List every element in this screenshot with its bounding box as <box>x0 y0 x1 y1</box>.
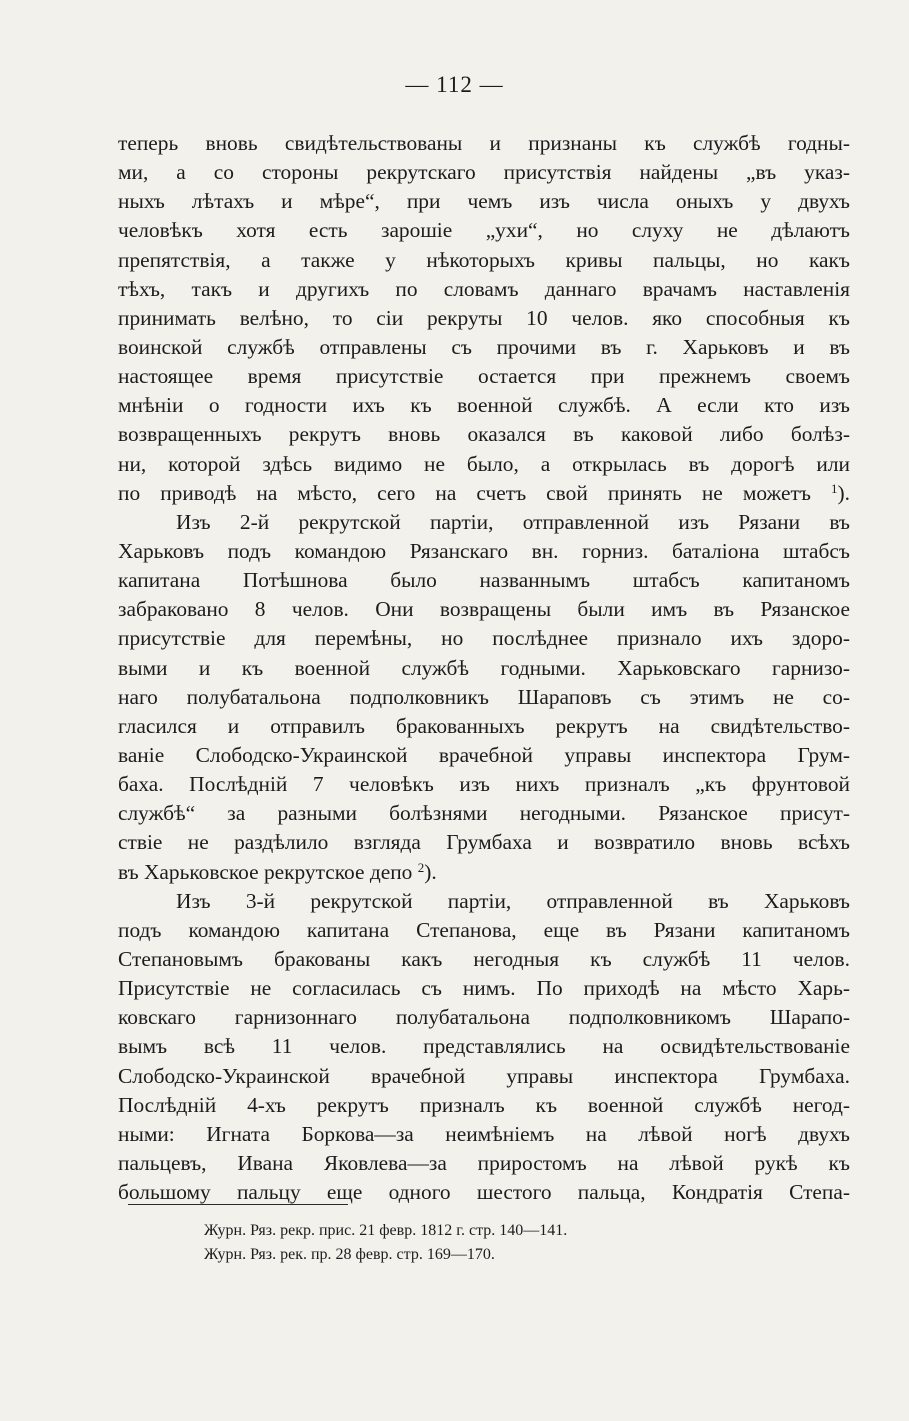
footnote-1: Журн. Ряз. рекр. прис. 21 февр. 1812 г. стр. 140—141. <box>204 1222 568 1239</box>
text-line: ми, а со стороны рекрутскаго присутствія найдены „въ указ- <box>118 160 850 185</box>
text-line: ныхъ лѣтахъ и мѣре“, при чемъ изъ числа оныхъ у двухъ <box>118 189 850 214</box>
text-line: службѣ“ за разными болѣзнями негодными. Рязанское присут- <box>118 801 850 826</box>
text-line <box>118 479 850 508</box>
text-line-content: въ Харьковское рекрутское депо <box>118 859 413 884</box>
text-line: человѣкъ хотя есть зарошіе „ухи“, но слуху не дѣлаютъ <box>118 218 850 243</box>
text-line: подъ командою капитана Степанова, еще въ Рязани капитаномъ <box>118 917 850 942</box>
text-line <box>118 858 850 887</box>
text-line: настоящее время присутствіе остается при прежнемъ своемъ <box>118 364 850 389</box>
text-line: ковскаго гарнизоннаго полубатальона подполковникомъ Шарапо- <box>118 1005 850 1030</box>
text-line: выми и къ военной службѣ годными. Харьковскаго гарнизо- <box>118 655 850 680</box>
text-line: ваніе Слободско-Украинской врачебной управы инспектора Грум- <box>118 742 850 767</box>
text-line: ствіе не раздѣлило взгляда Грумбаха и возвратило вновь всѣхъ <box>118 830 850 855</box>
text-line: наго полубатальона подполковникъ Шараповъ съ этимъ не со- <box>118 684 850 709</box>
text-line: воинской службѣ отправлены съ прочими въ г. Харьковъ и въ <box>118 334 850 359</box>
text-line: Присутствіе не согласилась съ нимъ. По приходѣ на мѣсто Харь- <box>118 976 850 1001</box>
text-line: присутствіе для перемѣны, но послѣднее признало ихъ здоро- <box>118 626 850 651</box>
footnote-ref: 2 <box>417 859 425 875</box>
footnote-divider <box>128 1204 348 1205</box>
text-line: Изъ 2-й рекрутской партіи, отправленной изъ Рязани въ <box>176 509 850 534</box>
paragraph-2 <box>118 508 850 887</box>
text-line: ными: Игната Боркова—за неимѣніемъ на лѣвой ногѣ двухъ <box>118 1121 850 1146</box>
text-line: вымъ всѣ 11 челов. представлялись на освидѣтельствованіе <box>118 1034 850 1059</box>
text-line: принимать велѣно, то сіи рекруты 10 челов. яко способныя къ <box>118 305 850 330</box>
footnotes <box>204 1219 804 1267</box>
text-line: мнѣніи о годности ихъ къ военной службѣ. А если кто изъ <box>118 393 850 418</box>
body-text <box>118 129 850 1207</box>
footnote-2: Журн. Ряз. рек. пр. 28 февр. стр. 169—170. <box>204 1246 495 1263</box>
text-line: большому пальцу еще одного шестого пальца, Кондратія Степа- <box>118 1180 850 1205</box>
paragraph-1 <box>118 129 850 508</box>
text-line: Послѣдній 4-хъ рекрутъ призналъ къ военной службѣ негод- <box>118 1092 850 1117</box>
text-line: Изъ 3-й рекрутской партіи, отправленной въ Харьковъ <box>176 888 850 913</box>
text-line: препятствія, а также у нѣкоторыхъ кривы пальцы, но какъ <box>118 247 850 272</box>
paragraph-3 <box>118 887 850 1208</box>
text-line: возвращенныхъ рекрутъ вновь оказался въ каковой либо болѣз- <box>118 422 850 447</box>
page-number: — 112 — <box>405 72 504 97</box>
footnote-ref: 1 <box>831 480 838 496</box>
text-line: капитана Потѣшнова было названнымъ штабсъ капитаномъ <box>118 568 850 593</box>
text-line: гласился и отправилъ бракованныхъ рекрутъ на свидѣтельство- <box>118 713 850 738</box>
closing-punct: ). <box>837 480 850 505</box>
text-line: Слободско-Украинской врачебной управы инспектора Грумбаха. <box>118 1063 850 1088</box>
text-line: пальцевъ, Ивана Яковлева—за приростомъ на лѣвой рукѣ къ <box>118 1150 850 1175</box>
text-line-content: по приводѣ на мѣсто, сего на счетъ свой принять не можетъ <box>118 480 811 505</box>
text-line: Харьковъ подъ командою Рязанскаго вн. горниз. баталіона штабсъ <box>118 538 850 563</box>
closing-punct: ). <box>424 859 437 884</box>
text-line: забраковано 8 челов. Они возвращены были имъ въ Рязанское <box>118 597 850 622</box>
text-line: баха. Послѣдній 7 человѣкъ изъ нихъ призналъ „къ фрунтовой <box>118 772 850 797</box>
text-line: тѣхъ, такъ и другихъ по словамъ даннаго врачамъ наставленія <box>118 276 850 301</box>
text-line: ни, которой здѣсь видимо не было, а открылась въ дорогѣ или <box>118 451 850 476</box>
text-line: Степановымъ бракованы какъ негодныя къ службѣ 11 челов. <box>118 946 850 971</box>
text-line: теперь вновь свидѣтельствованы и признаны къ службѣ годны- <box>118 131 850 155</box>
